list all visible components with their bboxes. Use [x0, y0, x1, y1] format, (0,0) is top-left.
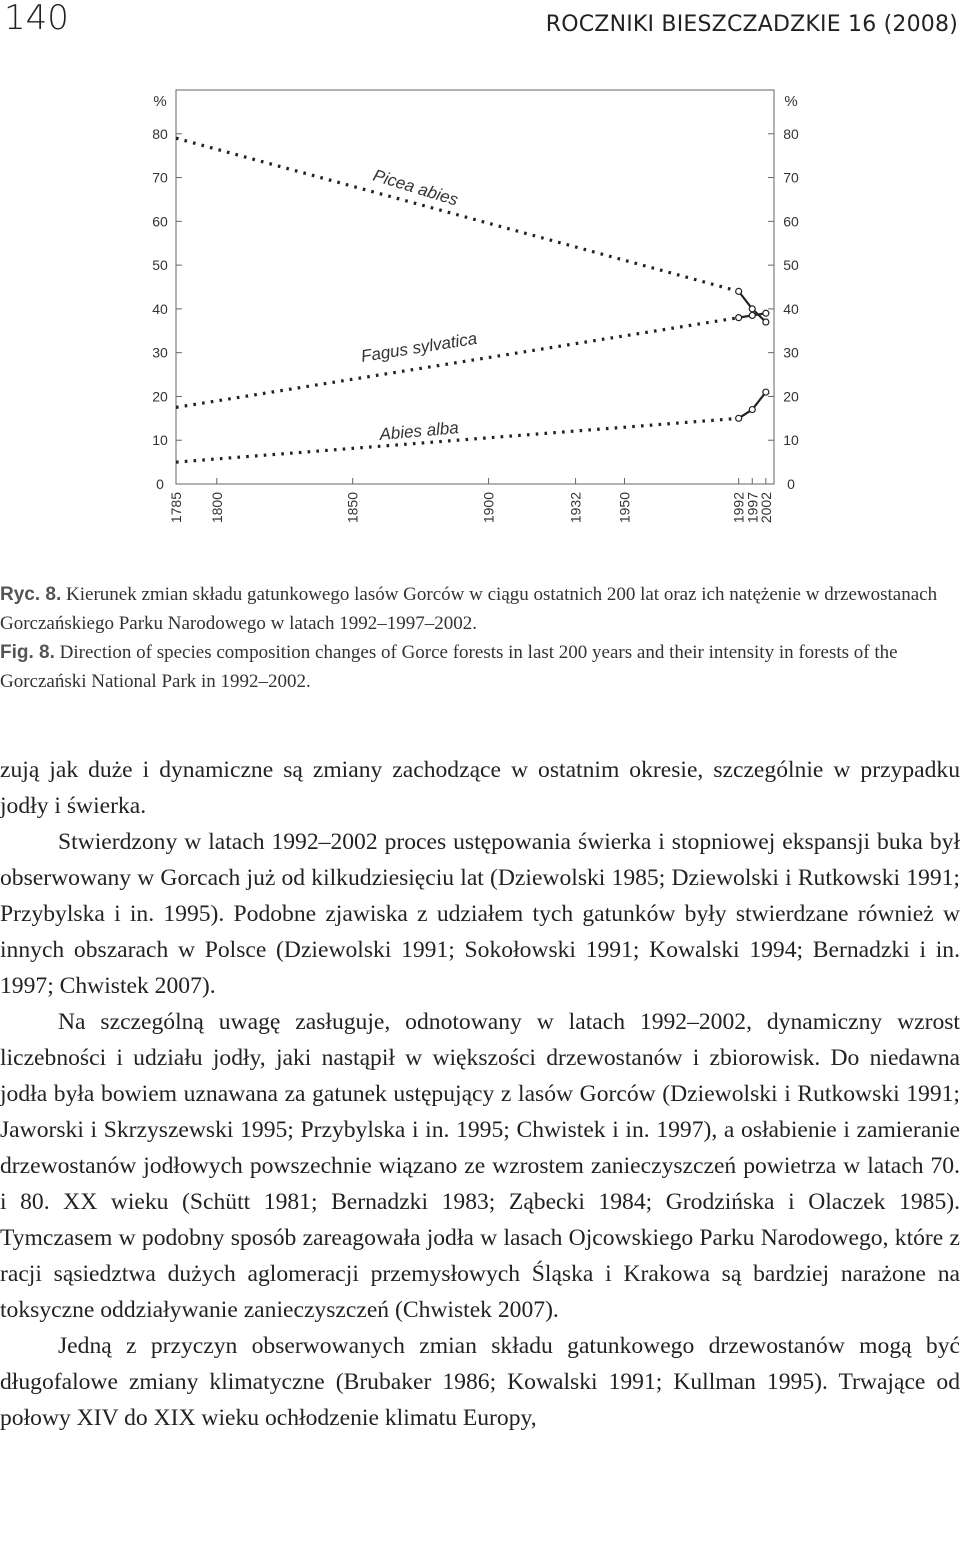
caption-label-polish: Ryc. 8.	[0, 584, 62, 605]
y-tick-label-left: 10	[152, 432, 168, 449]
series-label-fagus: Fagus sylvatica	[359, 328, 479, 366]
y-tick-label-right: 0	[787, 476, 795, 492]
y-tick-label-right: 10	[783, 432, 799, 449]
y-tick-label-right: 80	[783, 125, 799, 142]
y-tick-label-right: 60	[783, 213, 799, 230]
figure-caption-english	[0, 638, 960, 696]
x-tick-label: 1932	[567, 492, 584, 524]
y-tick-label-left: 30	[152, 344, 168, 361]
page-header	[0, 0, 960, 44]
x-tick-label: 1800	[208, 492, 225, 524]
x-tick-label: 2002	[757, 492, 774, 524]
y-tick-label-left: 20	[152, 388, 168, 405]
y-tick-label-right: 50	[783, 257, 799, 274]
x-tick-label: 1992	[730, 492, 747, 524]
y-unit-right: %	[784, 93, 798, 110]
series-label-picea: Picea abies	[370, 165, 461, 210]
series-point	[763, 310, 769, 316]
y-tick-label-right: 30	[783, 344, 799, 361]
page-number: 140	[4, 0, 69, 38]
caption-text-polish: Kierunek zmian składu gatunkowego lasów Gorców w ciągu ostatnich 200 lat oraz ich natężenie w drzewostanach Gorczańskiego Parku Narodowego w latach 1992–1997–2002.	[0, 584, 938, 634]
y-tick-label-left: 70	[152, 169, 168, 186]
plot-frame	[176, 90, 774, 484]
series-point	[749, 306, 755, 312]
x-tick-label: 1997	[744, 492, 761, 524]
series-point	[749, 312, 755, 318]
body-text	[0, 752, 960, 1436]
x-tick-label: 1850	[344, 492, 361, 524]
y-tick-label-right: 20	[783, 388, 799, 405]
y-tick-label-left: 50	[152, 257, 168, 274]
paragraph-3: Na szczególną uwagę zasługuje, odnotowany w latach 1992–2002, dynamiczny wzrost liczebności i udziału jodły, jaki nastąpił w większości drzewostanów i zbiorowisk. Do niedawna jodła była bowiem uznawana za gatunek ustępujący z lasów Gorców (Dziewolski i Rutkowski 1991; Jaworski i Skrzyszewski 1995; Przybylska i in. 1995; Chwistek i in. 1997), a osłabienie i zamieranie drzewostanów jodłowych powszechnie wiązano ze wzrostem zanieczyszczeń powietrza w latach 70. i 80. XX wieku (Schütt 1981; Bernadzki 1983; Ząbecki 1984; Grodzińska i Olaczek 1985). Tymczasem w podobny sposób zareagowała jodła w lasach Ojcowskiego Parku Narodowego, które z racji sąsiedztwa dużych aglomeracji przemysłowych Śląska i Krakowa są bardziej narażone na toksyczne oddziaływanie zanieczyszczeń (Chwistek 2007).	[0, 1009, 960, 1323]
paragraph-1: zują jak duże i dynamiczne są zmiany zachodzące w ostatnim okresie, szczególnie w przypadku jodły i świerka.	[0, 757, 960, 819]
figure-caption-polish	[0, 580, 960, 638]
journal-title: ROCZNIKI BIESZCZADZKIE 16 (2008)	[545, 12, 958, 37]
y-unit-left: %	[153, 93, 167, 110]
caption-text-english: Direction of species composition changes of Gorce forests in last 200 years and their intensity in forests of the Gorczański National Park in 1992–2002.	[0, 642, 898, 692]
y-tick-label-left: 0	[156, 476, 164, 492]
series-observed-line	[739, 392, 766, 418]
series-point	[736, 415, 742, 421]
series-label-abies: Abies alba	[378, 418, 460, 444]
series-point	[749, 407, 755, 413]
y-tick-label-left: 60	[152, 213, 168, 230]
chart-svg	[140, 80, 820, 550]
y-tick-label-right: 40	[783, 300, 799, 317]
series-point	[763, 319, 769, 325]
paragraph-4: Jedną z przyczyn obserwowanych zmian składu gatunkowego drzewostanów mogą być długofalowe zmiany klimatyczne (Brubaker 1986; Kowalski 1991; Kullman 1995). Trwające od połowy XIV do XIX wieku ochłodzenie klimatu Europy,	[0, 1333, 960, 1431]
x-tick-label: 1950	[616, 492, 633, 524]
x-tick-label: 1785	[168, 492, 184, 524]
y-tick-label-right: 70	[783, 169, 799, 186]
series-point	[736, 315, 742, 321]
caption-label-english: Fig. 8.	[0, 642, 55, 663]
y-tick-label-left: 80	[152, 125, 168, 142]
series-point	[736, 288, 742, 294]
y-tick-label-left: 40	[152, 300, 168, 317]
paragraph-2: Stwierdzony w latach 1992–2002 proces ustępowania świerka i stopniowej ekspansji buka był obserwowany w Gorcach już od kilkudziesięciu lat (Dziewolski 1985; Dziewolski i Rutkowski 1991; Przybylska i in. 1995). Podobne zjawiska z udziałem tych gatunków były stwierdzane również w innych obszarach w Polsce (Dziewolski 1991; Sokołowski 1991; Kowalski 1994; Bernadzki i in. 1997; Chwistek 2007).	[0, 829, 960, 999]
species-change-chart	[140, 80, 820, 550]
x-tick-label: 1900	[480, 492, 497, 524]
series-trend-line	[176, 138, 739, 291]
series-point	[763, 389, 769, 395]
